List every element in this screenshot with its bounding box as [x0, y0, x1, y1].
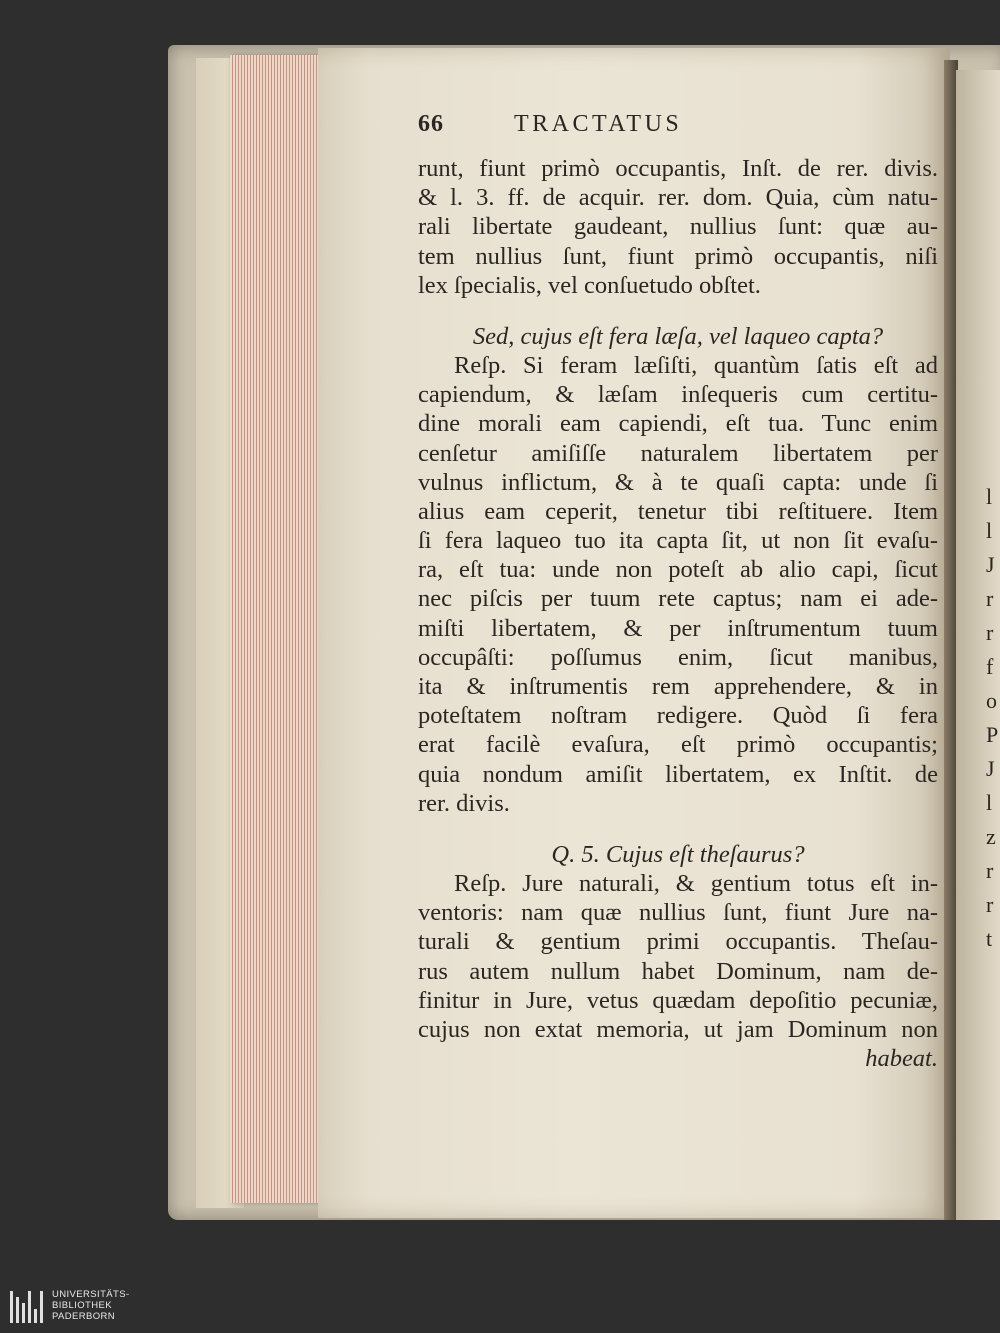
right-page-letter: t [986, 926, 993, 951]
right-page-letter: o [986, 688, 997, 713]
body-paragraph [418, 154, 938, 300]
text-line: quia nondum amiſit libertatem, ex Inſtit. de [418, 760, 938, 788]
right-page-letter: J [986, 756, 995, 781]
page-text [418, 110, 938, 1073]
library-logo-icon [10, 1291, 44, 1323]
text-line: rer. divis. [418, 789, 510, 817]
text-line: Reſp. Jure naturali, & gentium totus eſt in- [454, 869, 938, 897]
text-line: rus autem nullum habet Dominum, nam de- [418, 957, 938, 985]
page-header [418, 110, 938, 154]
right-page-letter: P [986, 722, 999, 747]
text-line: miſti libertatem, & per inſtrumentum tuum [418, 614, 938, 642]
text-line: ſi fera laqueo tuo ita capta ſit, ut non ſit evaſu- [418, 527, 938, 555]
logo-line-2: BIBLIOTHEK [52, 1300, 112, 1311]
right-page-letter: f [986, 654, 994, 679]
right-page-letter: r [986, 858, 994, 883]
question-5-heading: Q. 5. Cujus eſt theſaurus? [551, 840, 805, 868]
running-title: TRACTATUS [514, 111, 683, 137]
answer-5-paragraph [418, 869, 938, 1044]
text-line: finitur in Jure, vetus quædam depoſitio pecuniæ, [418, 986, 938, 1014]
logo-line-1: UNIVERSITÄTS- [52, 1289, 130, 1300]
right-page-letter: r [986, 586, 994, 611]
logo-line-3: PADERBORN [52, 1311, 116, 1322]
answer-paragraph [418, 351, 938, 818]
text-line: ita & inſtrumentis rem apprehendere, & in [418, 673, 938, 700]
page-number: 66 [418, 111, 444, 137]
text-line: capiendum, & læſam inſequeris cum certitu- [418, 381, 938, 409]
right-page-letter: r [986, 620, 994, 645]
text-line: poteſtatem noſtram redigere. Quòd ſi fera [418, 702, 938, 730]
text-line: erat facilè evaſura, eſt primò occupantis; [418, 731, 938, 759]
right-page-letter: r [986, 892, 994, 917]
text-line: alius eam ceperit, tenetur tibi reſtituere. Item [418, 497, 938, 525]
text-line: & l. 3. ff. de acquir. rer. dom. Quia, cùm natu- [418, 184, 938, 212]
text-line: dine morali eam capiendi, eſt tua. Tunc enim [418, 410, 938, 438]
text-line: cujus non extat memoria, ut jam Dominum non [418, 1015, 938, 1043]
right-page-letter: l [986, 518, 993, 543]
text-line: Reſp. Si feram læſiſti, quantùm ſatis eſt ad [454, 351, 938, 379]
text-line: tem nullius ſunt, fiunt primò occupantis, niſi [418, 242, 938, 270]
text-line: rali libertate gaudeant, nullius ſunt: quæ au- [418, 213, 938, 241]
text-line: ventoris: nam quæ nullius ſunt, fiunt Jure na- [418, 899, 938, 927]
red-page-edges [230, 55, 322, 1203]
text-line: turali & gentium primi occupantis. Theſau- [418, 928, 938, 956]
catchword: habeat. [865, 1045, 938, 1073]
right-page-letters [986, 480, 1000, 956]
right-page-letter: J [986, 552, 995, 577]
right-page-letter: l [986, 484, 993, 509]
text-line: runt, fiunt primò occupantis, Inſt. de rer. divis. [418, 155, 938, 182]
text-line: lex ſpecialis, vel conſuetudo obſtet. [418, 271, 761, 299]
question-heading: Sed, cujus eſt fera læſa, vel laqueo capta? [472, 322, 884, 350]
right-page-letter: z [986, 824, 996, 849]
text-line: occupâſti: poſſumus enim, ſicut manibus, [418, 643, 938, 671]
text-line: vulnus inflictum, & à te quaſi capta: unde ſi [418, 468, 938, 496]
text-line: nec piſcis per tuum rete captus; nam ei ade- [418, 585, 938, 613]
right-page-letter: l [986, 790, 993, 815]
footer-bar [0, 1283, 1000, 1333]
text-line: ra, eſt tua: unde non poteſt ab alio capi, ſicut [418, 556, 938, 584]
library-logo-text [52, 1289, 130, 1322]
text-line: cenſetur amiſiſſe naturalem libertatem per [418, 439, 938, 467]
